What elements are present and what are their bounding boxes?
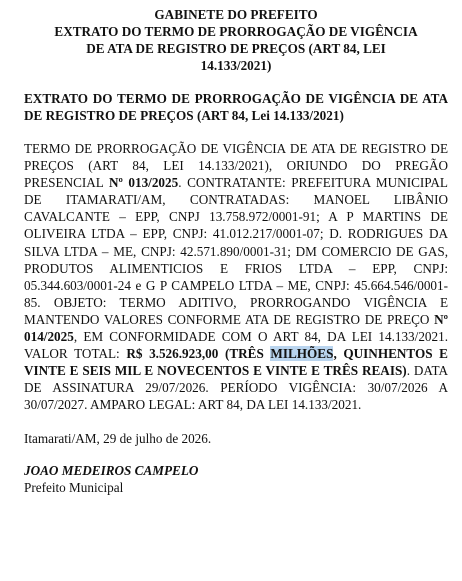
signer-role: Prefeito Municipal (24, 479, 124, 495)
document-page (24, 6, 448, 496)
ata-number: Nº 014/2025 (24, 311, 448, 345)
body-text-3: , EM CONFORMIDADE COM O ART 84, DA LEI 14.133/2021. VALOR TOTAL: (24, 329, 448, 362)
header-title-line-2: DE ATA DE REGISTRO DE PREÇOS (ART 84, LEI (86, 41, 386, 56)
header-title-line-3: 14.133/2021) (200, 58, 272, 73)
highlighted-word: MILHÕES (270, 346, 334, 362)
extract-subtitle: EXTRATO DO TERMO DE PRORROGAÇÃO DE VIGÊNCIA DE ATA DE REGISTRO DE PREÇOS (ART 84, Lei 14.133/2021) (24, 91, 448, 123)
total-value-part-1: R$ 3.526.923,00 (TRÊS (126, 346, 271, 362)
extract-body (24, 140, 448, 414)
total-value-part-2: , QUINHENTOS E VINTE E SEIS MIL E NOVECENTOS E VINTE E TRÊS REAIS) (24, 346, 448, 379)
body-text-1: TERMO DE PRORROGAÇÃO DE VIGÊNCIA DE ATA DE REGISTRO DE PREÇOS (ART 84, LEI 14.133/2021), ORIUNDO DO PREGÃO PRESENCIAL (24, 141, 448, 191)
signer-name: JOAO MEDEIROS CAMPELO (24, 462, 199, 478)
header-office: GABINETE DO PREFEITO (154, 7, 318, 22)
document-header (24, 6, 448, 74)
pregao-number: Nº 013/2025 (108, 175, 179, 191)
place-date: Itamarati/AM, 29 de julho de 2026. (24, 430, 212, 446)
body-text-2: . CONTRATANTE: PREFEITURA MUNICIPAL DE ITAMARATI/AM, CONTRATADAS: MANOEL LIBÂNIO CAVALCANTE – EPP, CNPJ 13.758.972/0001-91; A P MARTINS DE OLIVEIRA LTDA – EPP, CNPJ: 41.012.217/0001-07; D. RODRIGUES DA SILVA LTDA – ME, CNPJ: 42.571.890/0001-31; DM COMERCIO DE GAS, PRODUTOS ALIMENTICIOS E FRIOS LTDA – EPP, CNPJ: 05.344.603/0001-24 e G P CAMPELO LTDA – ME, CNPJ: 45.664.546/0001-85. OBJETO: TERMO ADITIVO, PRORROGANDO VIGÊNCIA E MANTENDO VALORES CONFORME ATA DE REGISTRO DE PREÇO (24, 175, 448, 327)
header-title-line-1: EXTRATO DO TERMO DE PRORROGAÇÃO DE VIGÊNCIA (54, 24, 418, 39)
body-text-4: . DATA DE ASSINATURA 29/07/2026. PERÍODO VIGÊNCIA: 30/07/2026 A 30/07/2027. AMPARO LEGAL: ART 84, DA LEI 14.133/2021. (24, 363, 448, 413)
